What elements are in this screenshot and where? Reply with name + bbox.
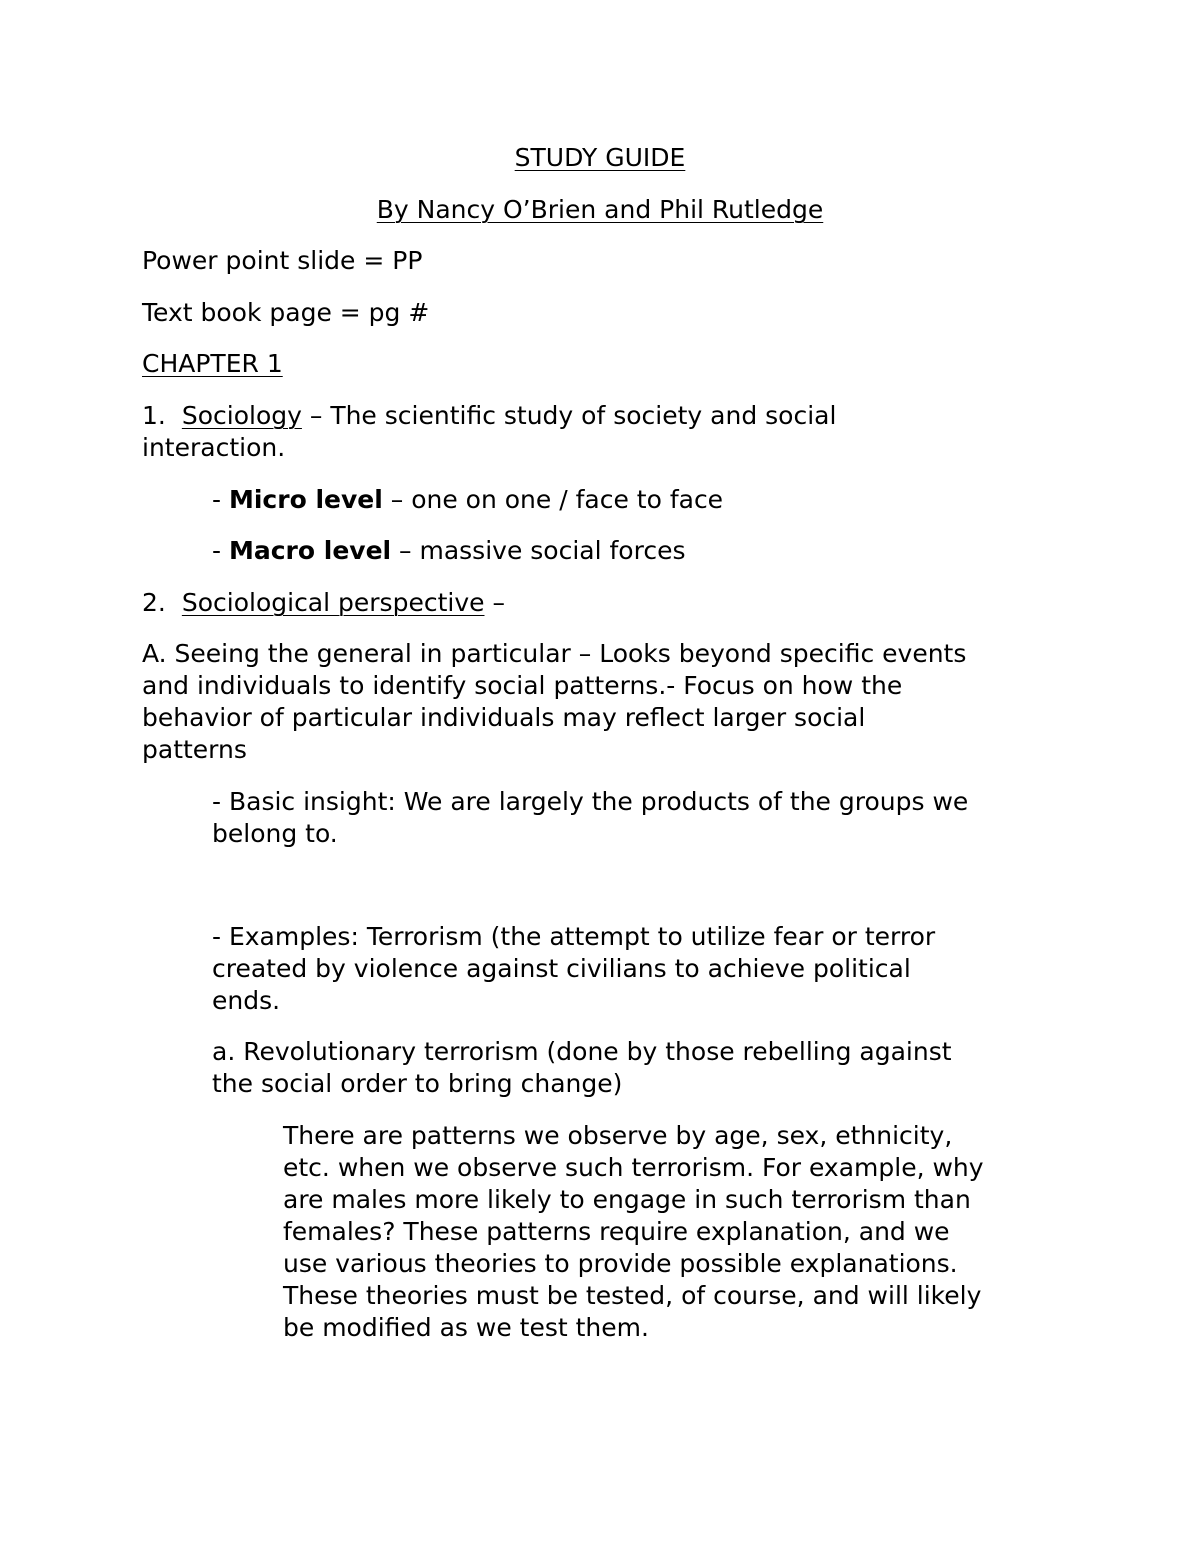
section-a-line1: A. Seeing the general in particular – Looks beyond specific events	[142, 639, 967, 668]
insight-line1: - Basic insight: We are largely the products of the groups we	[212, 787, 969, 816]
micro-text: – one on one / face to face	[382, 485, 724, 514]
revolutionary-line2: the social order to bring change)	[212, 1069, 623, 1098]
patterns-line5: use various theories to provide possible explanations.	[283, 1249, 958, 1278]
legend-pp: Power point slide = PP	[142, 246, 423, 275]
section-a-line4: patterns	[142, 735, 247, 764]
patterns-line1: There are patterns we observe by age, sex, ethnicity,	[283, 1121, 953, 1150]
patterns-line2: etc. when we observe such terrorism. For example, why	[283, 1153, 984, 1182]
chapter-text: CHAPTER 1	[142, 349, 283, 378]
authors	[0, 194, 1200, 226]
section-a-line2: and individuals to identify social patterns.- Focus on how the	[142, 671, 903, 700]
title	[0, 142, 1200, 174]
macro-level	[212, 535, 685, 567]
title-text: STUDY GUIDE	[514, 143, 686, 172]
section-a-line3: behavior of particular individuals may reflect larger social	[142, 703, 866, 732]
micro-level	[212, 484, 723, 516]
authors-text: By Nancy O’Brien and Phil Rutledge	[376, 195, 824, 224]
examples-line3: ends.	[212, 986, 281, 1015]
patterns-line6: These theories must be tested, of course, and will likely	[283, 1281, 982, 1310]
item1-number: 1.	[142, 401, 166, 430]
item2-line	[142, 587, 505, 619]
revolutionary-line1: a. Revolutionary terrorism (done by those rebelling against	[212, 1037, 952, 1066]
examples-line1: - Examples: Terrorism (the attempt to utilize fear or terror	[212, 922, 936, 951]
insight-line2: belong to.	[212, 819, 338, 848]
item1-definition: – The scientific study of society and social	[301, 401, 837, 430]
macro-term: Macro level	[228, 536, 392, 565]
patterns-line7: be modified as we test them.	[283, 1313, 649, 1342]
item1-definition-cont: interaction.	[142, 433, 286, 462]
item2-term: Sociological perspective	[181, 588, 485, 617]
legend-pg: Text book page = pg #	[142, 298, 430, 327]
macro-text: – massive social forces	[391, 536, 686, 565]
micro-prefix: -	[212, 485, 229, 514]
macro-prefix: -	[212, 536, 229, 565]
item1-term: Sociology	[181, 401, 302, 430]
patterns-line3: are males more likely to engage in such terrorism than	[283, 1185, 971, 1214]
micro-term: Micro level	[228, 485, 383, 514]
item2-number: 2.	[142, 588, 166, 617]
item2-dash: –	[484, 588, 505, 617]
patterns-line4: females? These patterns require explanation, and we	[283, 1217, 950, 1246]
item1-line	[142, 400, 836, 432]
chapter-heading	[142, 348, 283, 380]
examples-line2: created by violence against civilians to achieve political	[212, 954, 911, 983]
